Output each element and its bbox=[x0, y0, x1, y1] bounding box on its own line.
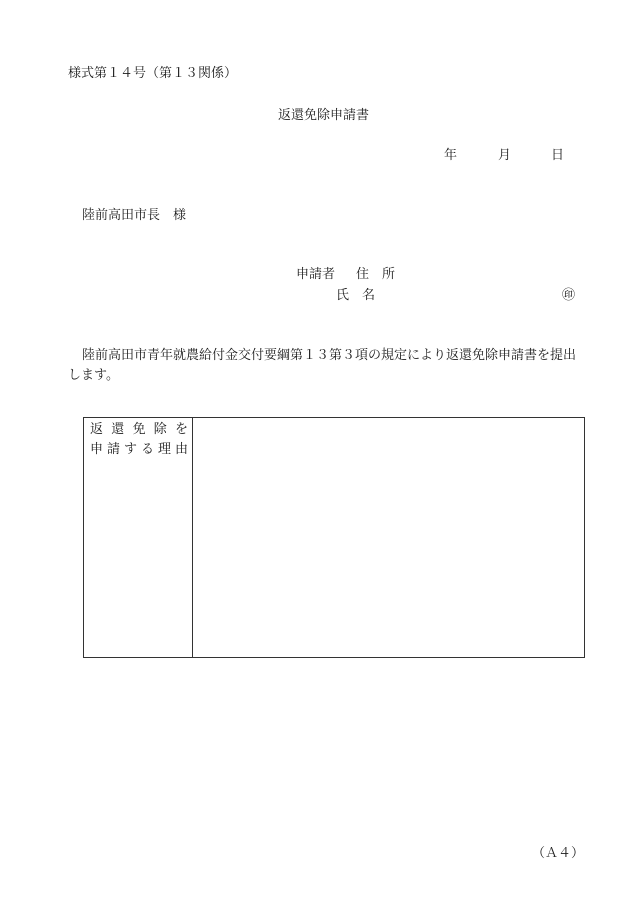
document-title: 返還免除申請書 bbox=[278, 108, 370, 123]
name-label: 氏 名 bbox=[336, 288, 376, 303]
date-year-label: 年 bbox=[444, 148, 458, 163]
reason-content-cell[interactable] bbox=[193, 418, 584, 657]
reason-table bbox=[83, 417, 585, 658]
reason-label-line-2: 申請する理由 bbox=[90, 442, 188, 457]
date-month-label: 月 bbox=[498, 148, 512, 163]
seal-mark: ㊞ bbox=[562, 288, 576, 303]
date-day-label: 日 bbox=[551, 148, 565, 163]
paper-size-note: （Ａ４） bbox=[532, 846, 585, 861]
reason-label-line-1: 返還免除を bbox=[90, 422, 188, 437]
form-number: 様式第１４号（第１３関係） bbox=[68, 66, 238, 81]
date-line bbox=[0, 148, 630, 164]
body-text: 陸前高田市青年就農給付金交付要綱第１３第３項の規定により返還免除申請書を提出します。 bbox=[68, 348, 577, 383]
address-label: 住 所 bbox=[356, 267, 396, 282]
addressee: 陸前高田市長 様 bbox=[82, 208, 187, 223]
applicant-label: 申請者 bbox=[296, 267, 336, 282]
reason-label-cell bbox=[84, 418, 193, 657]
